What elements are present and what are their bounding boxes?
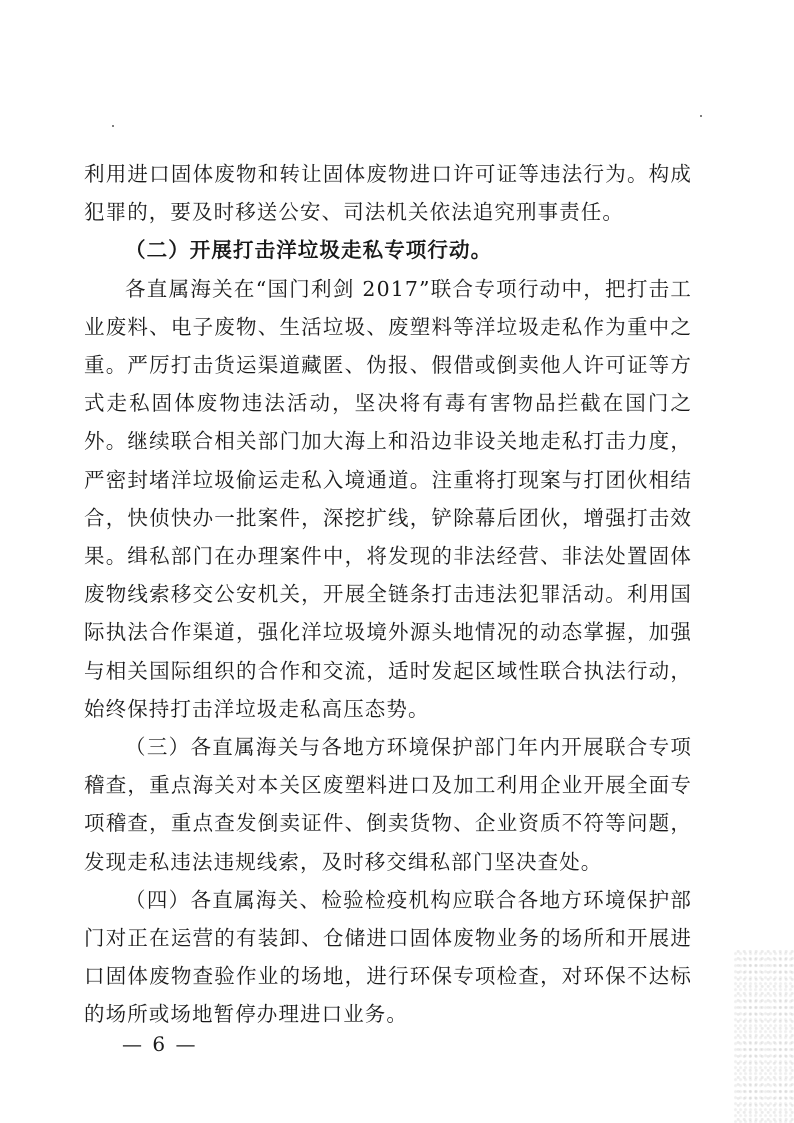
paragraph-section-3: （三）各直属海关与各地方环境保护部门年内开展联合专项稽查，重点海关对本关区废塑料进口及加工利用企业开展全面专项稽查，重点查发倒卖证件、倒卖货物、企业资质不符等问题，发现走私违法违规线索，及时移交缉私部门坚决查处。 (84, 735, 692, 874)
document-body (84, 155, 692, 1034)
page-number: — 6 — (122, 1032, 198, 1056)
scan-dot (700, 115, 702, 117)
section-heading-2: （二）开展打击洋垃圾走私专项行动。 (125, 238, 493, 263)
paragraph-section-4: （四）各直属海关、检验检疫机构应联合各地方环境保护部门对正在运营的有装卸、仓储进口固体废物业务的场所和开展进口固体废物查验作业的场地，进行环保专项检查，对环保不达标的场所或场地暂停办理进口业务。 (84, 887, 692, 1027)
scan-artifact (734, 950, 794, 1123)
paragraph-crackdown: 各直属海关在“国门利剑 2017”联合专项行动中，把打击工业废料、电子废物、生活垃圾、废塑料等洋垃圾走私作为重中之重。严厉打击货运渠道藏匿、伪报、假借或倒卖他人许可证等方式走私固体废物违法活动，坚决将有毒有害物品拦截在国门之外。继续联合相关部门加大海上和沿边非设关地走私打击力度，严密封堵洋垃圾偷运走私入境通道。注重将打现案与打团伙相结合，快侦快办一批案件，深挖扩线，铲除幕后团伙，增强打击效果。缉私部门在办理案件中，将发现的非法经营、非法处置固体废物线索移交公安机关，开展全链条打击违法犯罪活动。利用国际执法合作渠道，强化洋垃圾境外源头地情况的动态掌握，加强与相关国际组织的合作和交流，适时发起区域性联合执法行动，始终保持打击洋垃圾走私高压态势。 (84, 276, 692, 721)
paragraph-continuation: 利用进口固体废物和转让固体废物进口许可证等违法行为。构成犯罪的，要及时移送公安、司法机关依法追究刑事责任。 (84, 162, 692, 225)
scan-dot (112, 125, 114, 127)
